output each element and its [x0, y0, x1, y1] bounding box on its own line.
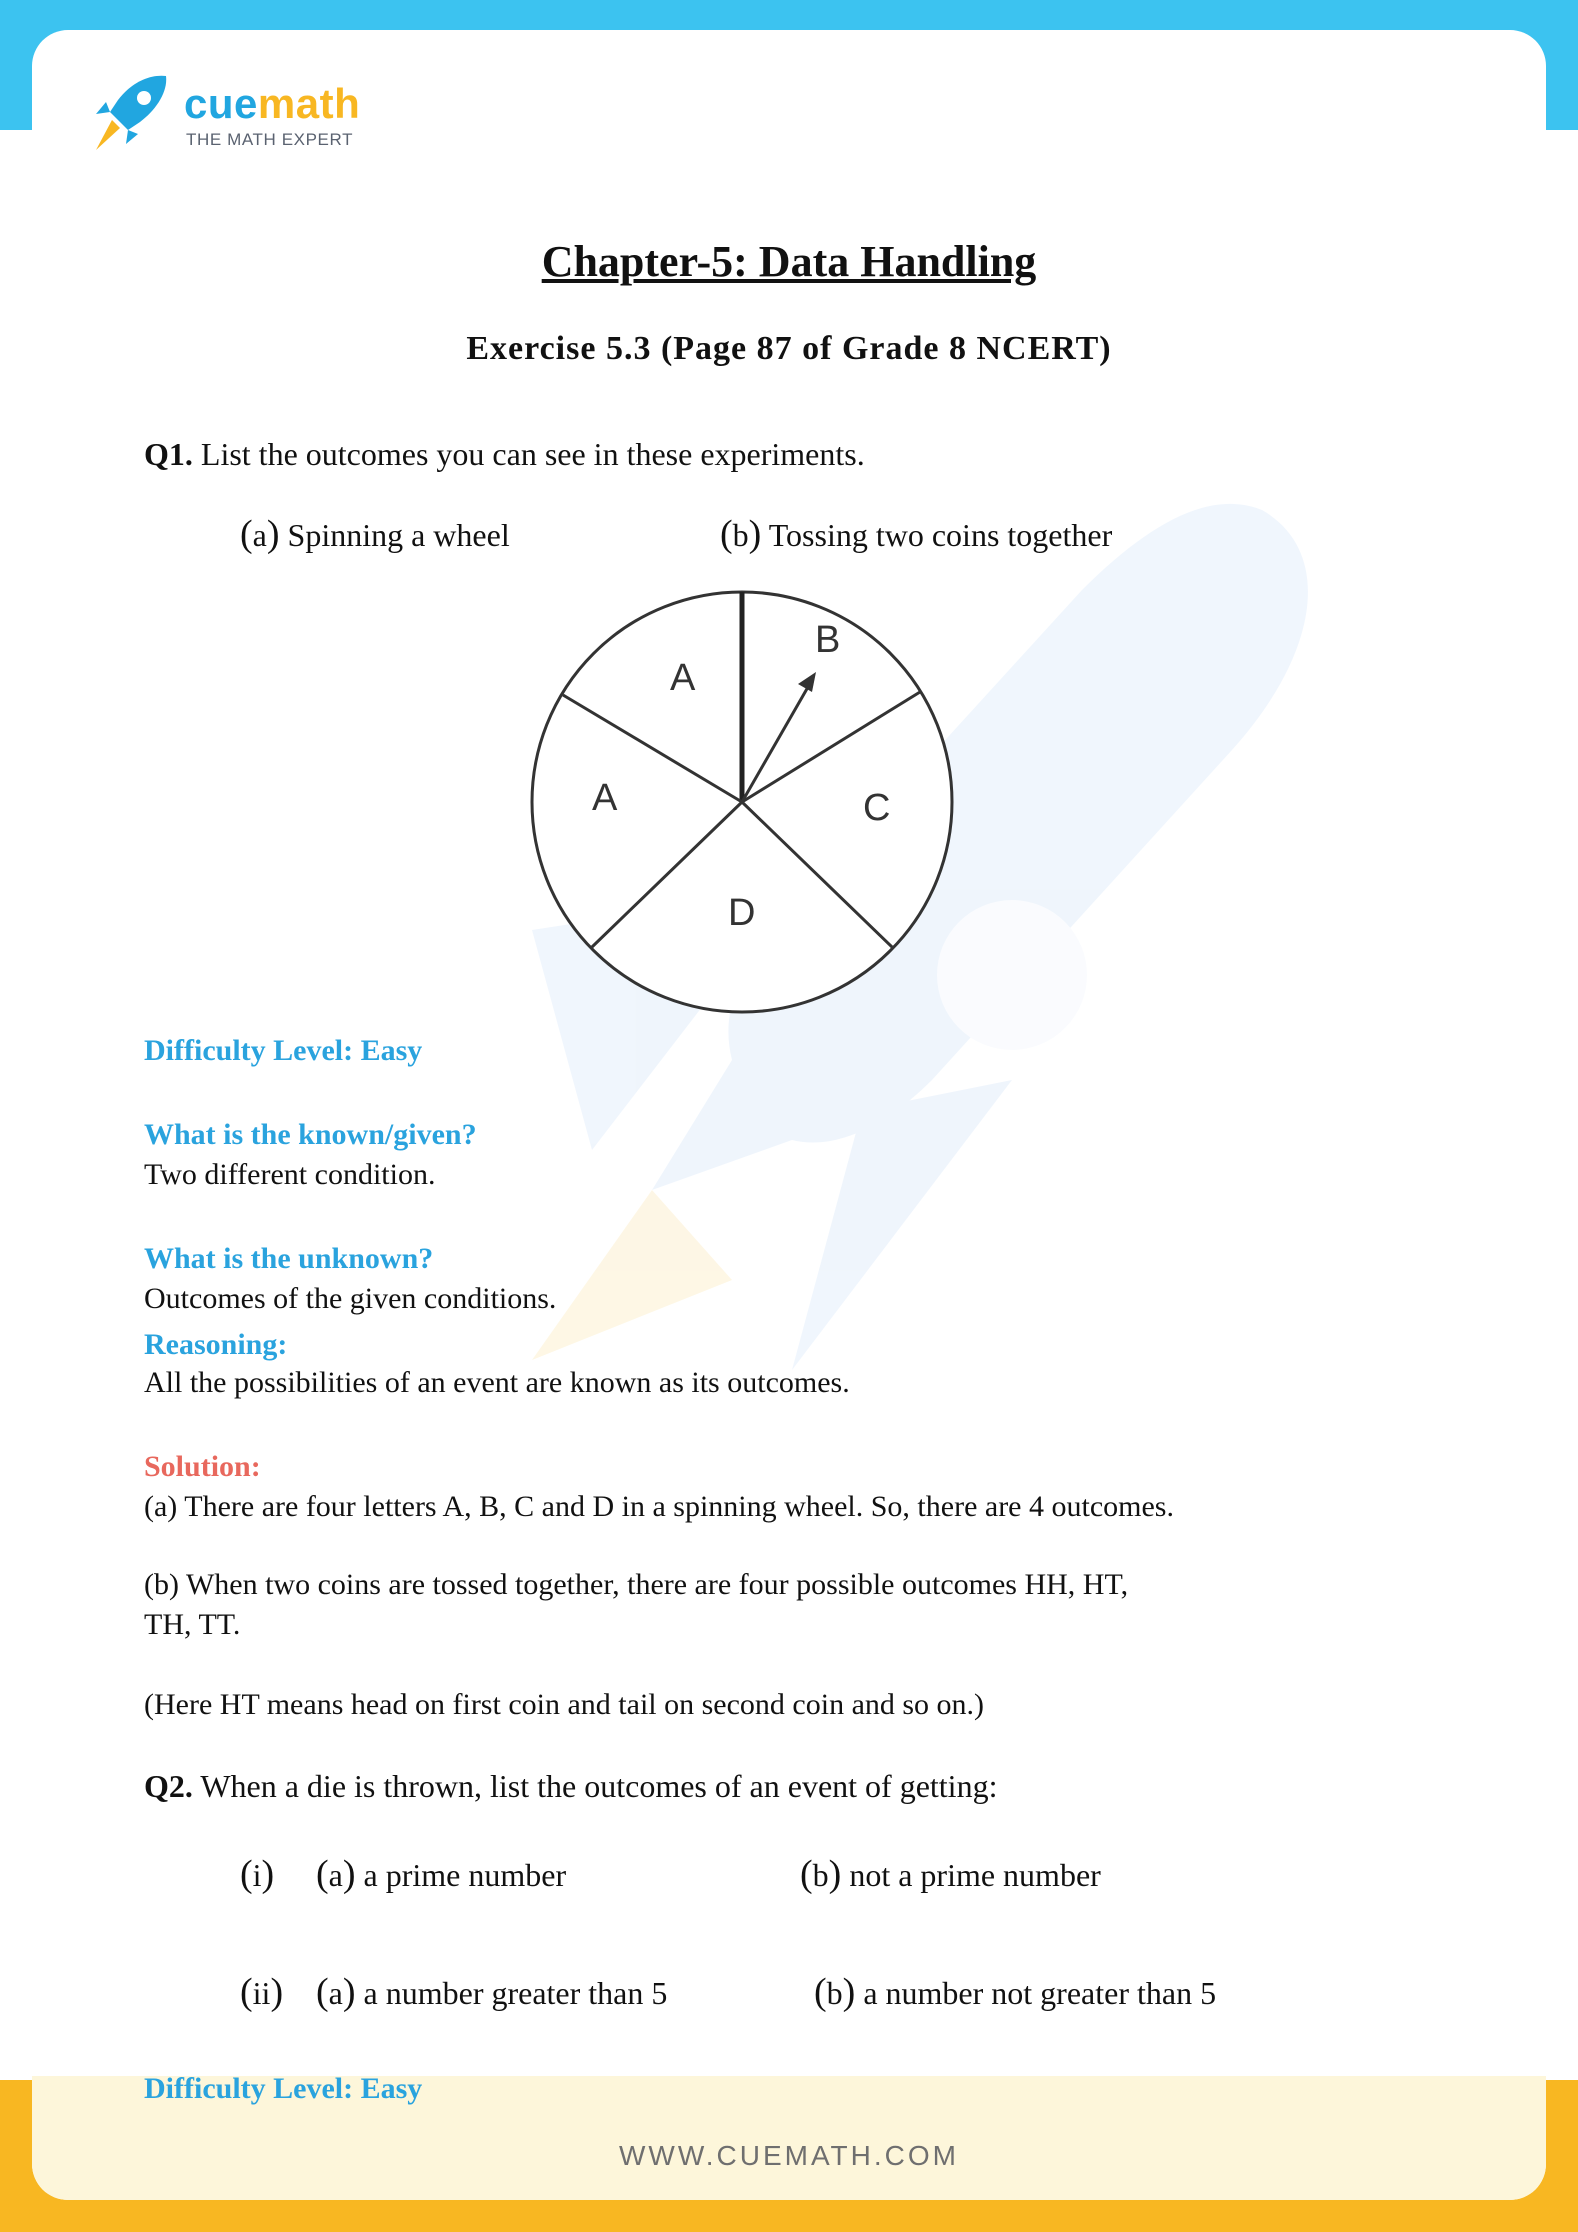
brand-name-part2: math [257, 80, 361, 127]
q2-ii-option-a: (a) a number greater than 5 [316, 1971, 668, 2013]
q2-part-ii-label: (ii) [240, 1971, 284, 2013]
brand-name [184, 80, 360, 128]
cuemath-logo-icon [88, 70, 178, 160]
wheel-label-b: B [815, 619, 841, 661]
q2-part-ii-numeral: ii [252, 1975, 271, 2011]
question-2-label: Q2. [144, 1768, 193, 1804]
wheel-label-c: C [863, 787, 891, 829]
question-1 [144, 436, 865, 473]
q2-ii-option-a-letter: a [328, 1975, 343, 2011]
q1-option-b: (b) Tossing two coins together [720, 513, 1113, 555]
q2-difficulty: Difficulty Level: Easy [144, 2072, 423, 2105]
q1-solution-heading: Solution: [144, 1450, 261, 1483]
wheel-label-a-left: A [592, 777, 618, 819]
q2-ii-option-b-text: a number not greater than 5 [863, 1975, 1217, 2011]
q1-solution-a: (a) There are four letters A, B, C and D in a spinning wheel. So, there are 4 outcomes. [144, 1490, 1174, 1523]
brand-name-part1: cue [184, 80, 258, 127]
q2-i-option-b-letter: b [812, 1857, 829, 1893]
q2-i-option-b-text: not a prime number [849, 1857, 1101, 1893]
q1-option-a-letter: a [252, 517, 267, 553]
q1-known-heading: What is the known/given? [144, 1118, 477, 1151]
question-2-text: When a die is thrown, list the outcomes of an event of getting: [200, 1768, 998, 1804]
q2-part-i-label: (i) [240, 1853, 275, 1895]
footer-url[interactable]: WWW.CUEMATH.COM [619, 2140, 959, 2171]
q1-solution-b-line2: TH, TT. [144, 1608, 241, 1641]
q1-option-a: (a) Spinning a wheel [240, 513, 510, 555]
q2-i-option-a: (a) a prime number [316, 1853, 567, 1895]
q1-option-b-letter: b [732, 517, 749, 553]
q1-option-a-text: Spinning a wheel [287, 517, 510, 553]
q1-known-text: Two different condition. [144, 1158, 436, 1191]
q2-part-i-numeral: i [252, 1857, 262, 1893]
q1-solution-note: (Here HT means head on first coin and tail on second coin and so on.) [144, 1688, 985, 1721]
q2-i-option-a-text: a prime number [363, 1857, 567, 1893]
page-title: Chapter-5: Data Handling [541, 237, 1037, 286]
q1-option-b-text: Tossing two coins together [768, 517, 1113, 553]
exercise-subtitle: Exercise 5.3 (Page 87 of Grade 8 NCERT) [466, 330, 1112, 367]
q2-ii-option-a-text: a number greater than 5 [363, 1975, 668, 2011]
q2-ii-option-b: (b) a number not greater than 5 [814, 1971, 1217, 2013]
q1-solution-b-line1: (b) When two coins are tossed together, there are four possible outcomes HH, HT, [144, 1568, 1129, 1601]
q1-unknown-text: Outcomes of the given conditions. [144, 1282, 557, 1315]
q2-i-option-b: (b) not a prime number [800, 1853, 1101, 1895]
q1-reasoning-heading: Reasoning: [144, 1328, 288, 1361]
wheel-label-d: D [728, 892, 756, 934]
q1-unknown-heading: What is the unknown? [144, 1242, 434, 1275]
q2-ii-option-b-letter: b [826, 1975, 843, 2011]
question-1-text: List the outcomes you can see in these experiments. [200, 436, 865, 472]
spinning-wheel-diagram [520, 580, 960, 1020]
question-1-label: Q1. [144, 436, 193, 472]
brand-tagline: THE MATH EXPERT [186, 130, 354, 149]
wheel-label-a-top: A [670, 657, 696, 699]
q2-i-option-a-letter: a [328, 1857, 343, 1893]
q1-reasoning-text: All the possibilities of an event are known as its outcomes. [144, 1366, 850, 1399]
question-2 [144, 1768, 997, 1805]
q1-difficulty: Difficulty Level: Easy [144, 1034, 423, 1067]
